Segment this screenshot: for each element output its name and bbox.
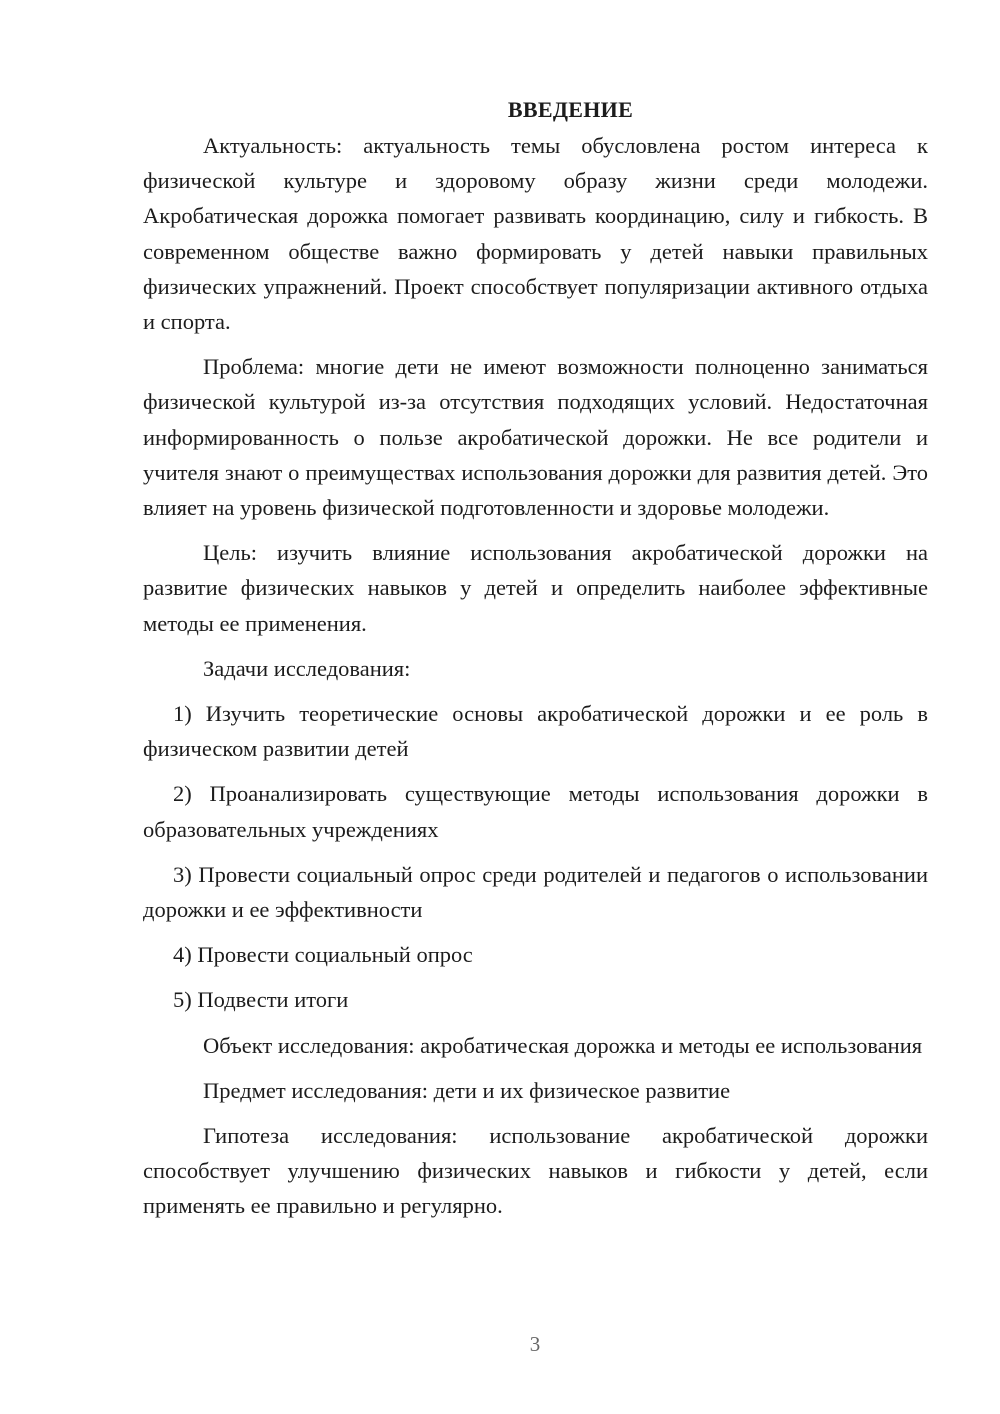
page-number: 3 [529, 1332, 541, 1356]
task-item: 2) Проанализировать существующие методы использования дорожки в образовательных учреждениях [143, 781, 928, 842]
paragraph-goal: Цель: изучить влияние использования акробатической дорожки на развитие физических навыков у детей и определить наиболее эффективные методы ее применения. [143, 540, 928, 636]
section-heading: ВВЕДЕНИЕ [507, 97, 634, 122]
task-item: 3) Провести социальный опрос среди родителей и педагогов о использовании дорожки и ее эффективности [143, 861, 928, 923]
task-item: 4) Провести социальный опрос [173, 942, 473, 968]
paragraph-hypothesis: Гипотеза исследования: использование акробатической дорожки способствует улучшению физических навыков и гибкости у детей, если применять ее правильно и регулярно. [143, 1123, 928, 1219]
paragraph-relevance: Актуальность: актуальность темы обусловлена ростом интереса к физической культуре и здоровому образу жизни среди молодежи. Акробатическая дорожка помогает развивать координацию, силу и гибкость. В современном обществе важно формировать у детей навыки правильных физических упражнений. Проект способствует популяризации активного отдыха и спорта. [143, 133, 928, 335]
paragraph-problem: Проблема: многие дети не имеют возможности полноценно заниматься физической культурой из-за отсутствия подходящих условий. Недостаточная информированность о пользе акробатической дорожки. Не все родители и учителя знают о преимуществах использования дорожки для развития детей. Это влияет на уровень физической подготовленности и здоровье молодежи. [143, 354, 928, 521]
paragraph-tasks-title: Задачи исследования: [203, 655, 411, 681]
task-item: 1) Изучить теоретические основы акробатической дорожки и ее роль в физическом развитии детей [143, 701, 928, 762]
paragraph-object: Объект исследования: акробатическая дорожка и методы ее использования [203, 1032, 923, 1058]
task-item: 5) Подвести итоги [173, 987, 349, 1013]
document-page [143, 92, 928, 1234]
paragraph-subject: Предмет исследования: дети и их физическое развитие [203, 1077, 731, 1103]
